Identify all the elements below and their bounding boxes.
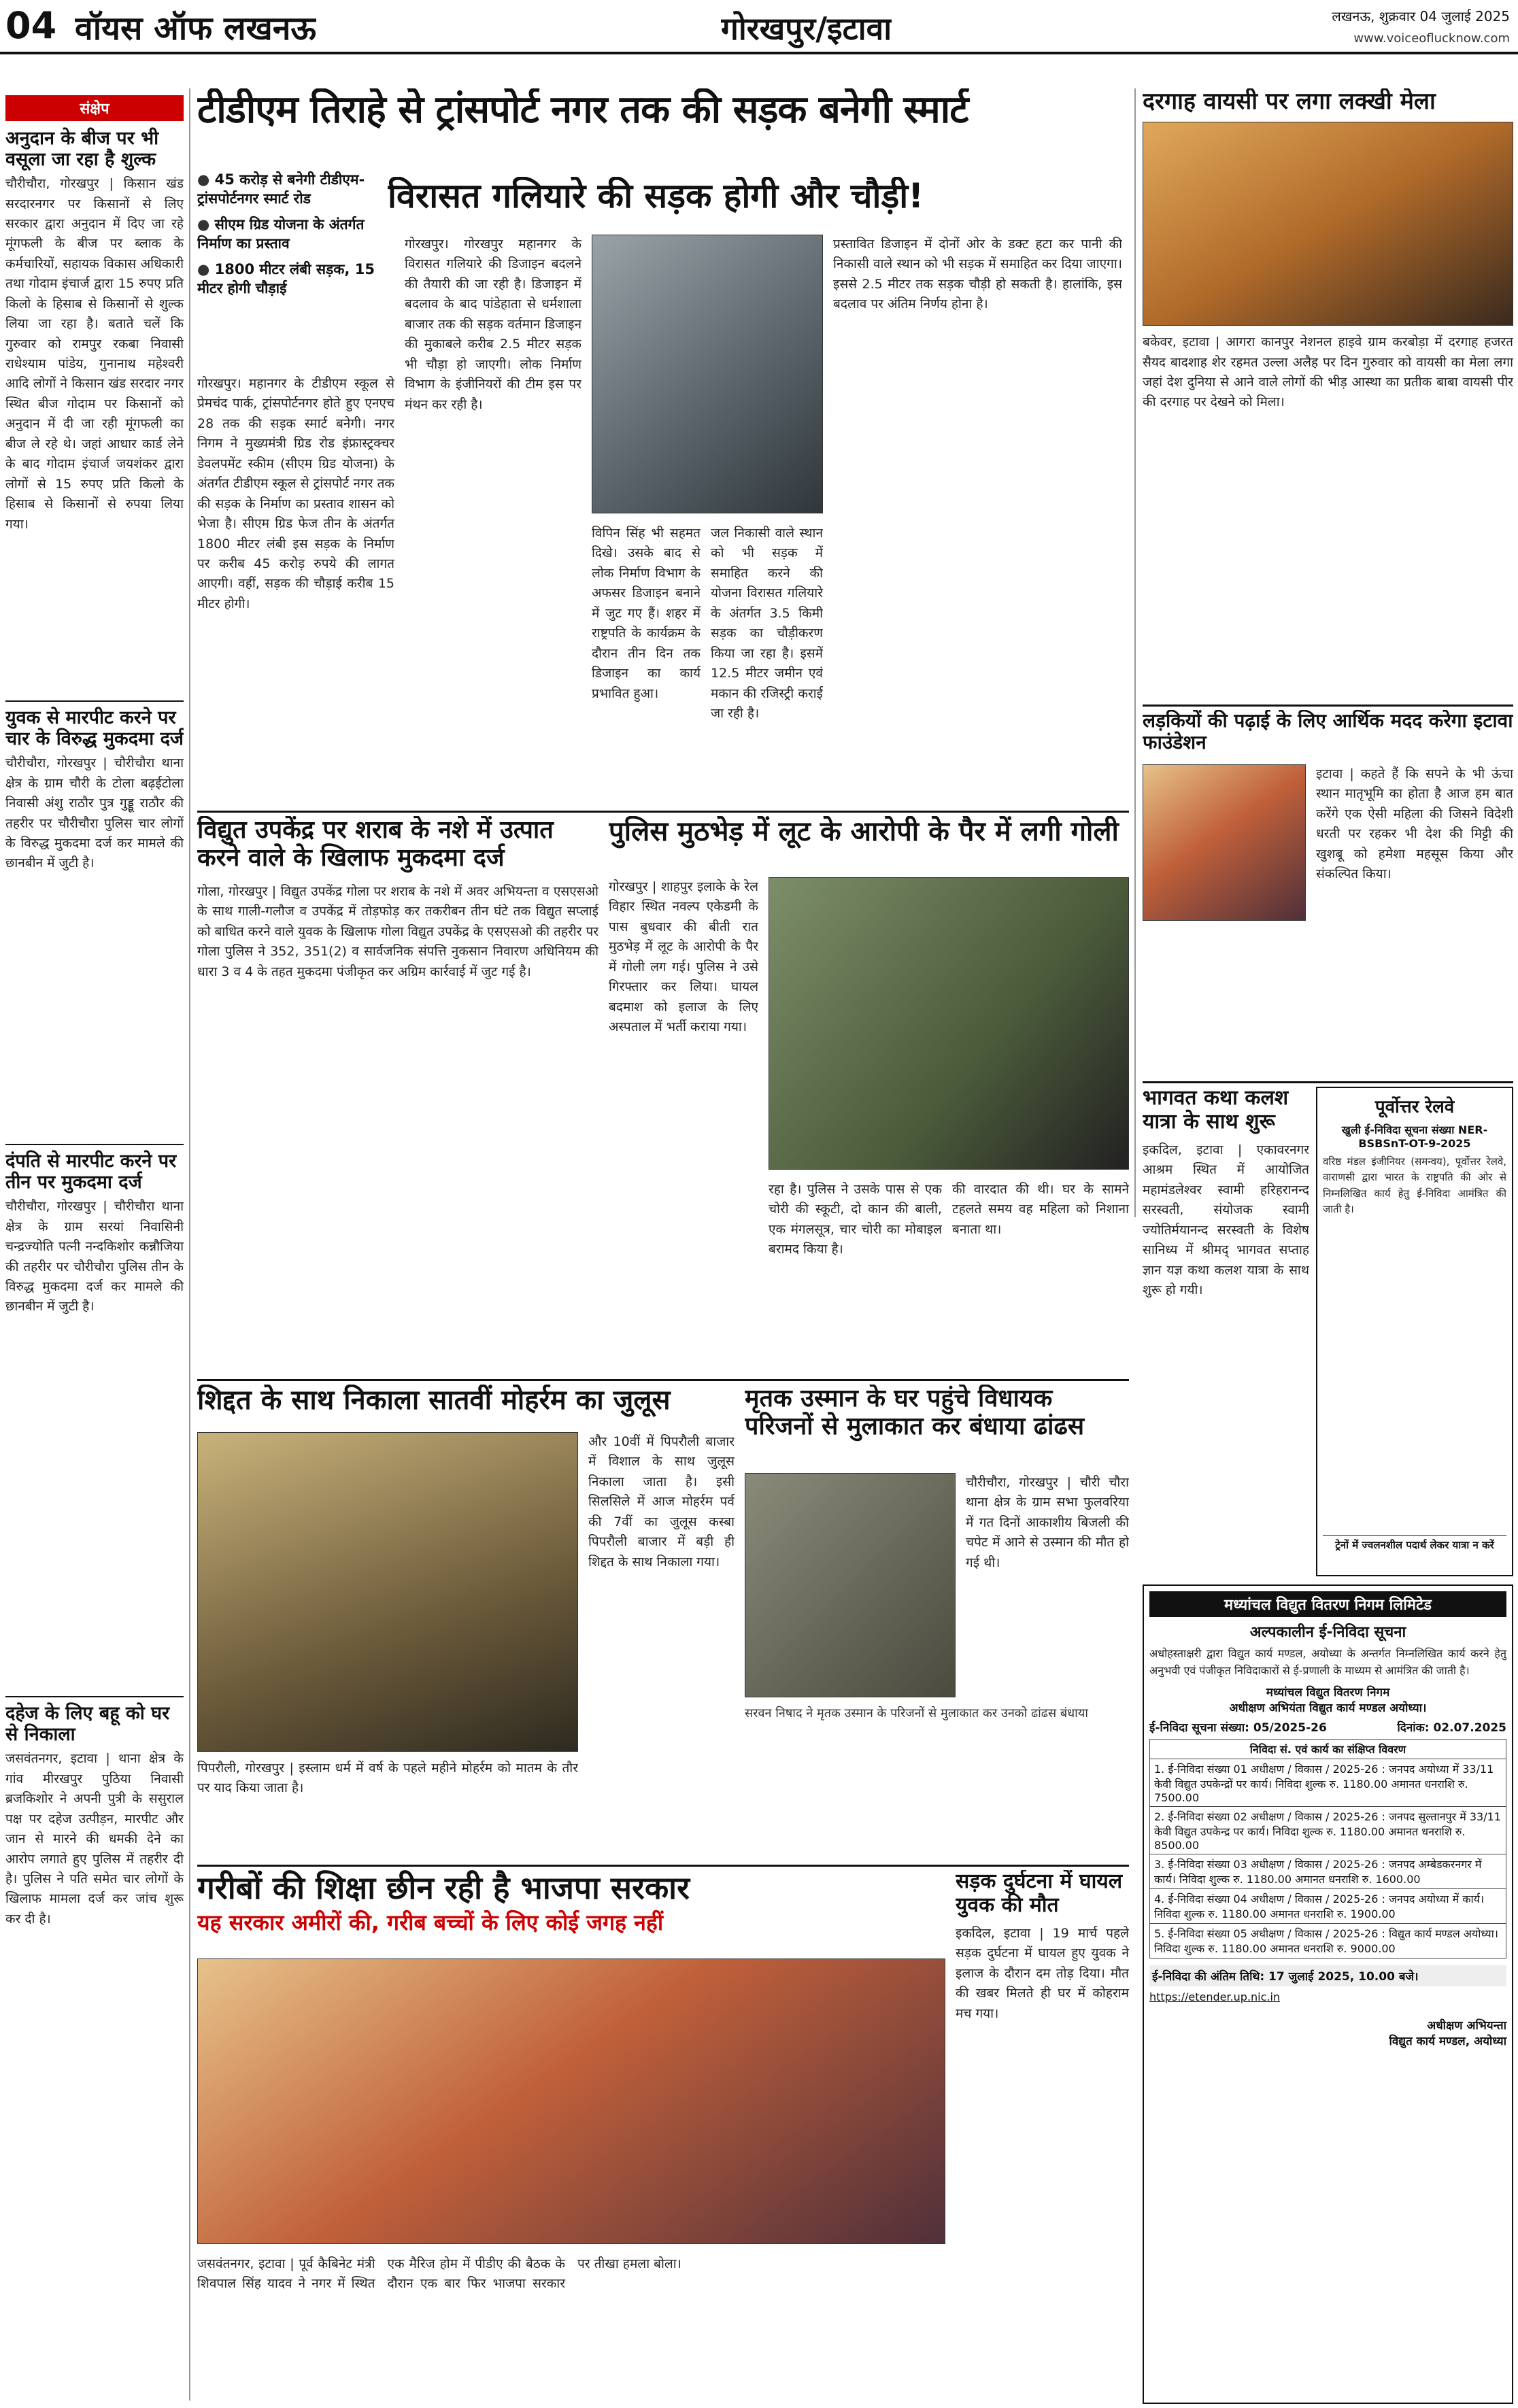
usman-headline: मृतक उस्मान के घर पहुंचे विधायक परिजनों से मुलाकात कर बंधाया ढांढस (745, 1385, 1085, 1441)
tender-office-2: अधीक्षण अभियंता विद्युत कार्य मण्डल अयोध्या। (1229, 1701, 1427, 1715)
moharram-caption: पिपरौली, गोरखपुर | इस्लाम धर्म में वर्ष के पहले महीने मोहर्रम को मातम के तौर पर याद किया जाता है। (197, 1761, 578, 1796)
lead-bullet: ● 45 करोड़ से बनेगी टीडीएम-ट्रांसपोर्टनगर स्मार्ट रोड (197, 170, 401, 208)
issue-date: लखनऊ, शुक्रवार 04 जुलाई 2025 (1332, 8, 1510, 24)
sharab-body: गोला, गोरखपुर | विद्युत उपकेंद्र गोला पर शराब के नशे में अवर अभियन्ता व एसएसओ के साथ गाली-गलौज व उपकेंद्र में तोड़फोड़ कर तकरीबन तीन घंटे तक विद्युत सप्लाई को बाधित करने वाले युवक के खिलाफ गोला विद्युत उपकेंद्र के एसएसओ की तहरीर पर गोला पुलिस ने 352, 351(2) व सार्वजनिक संपत्ति नुकसान निवारण अधिनियम की धारा 3 व 4 के तहत मुकदमा पंजीकृत कर अग्रिम कार्रवाई में जुट गई है। (197, 883, 598, 979)
police-col-3: की वारदात की थी। घर के सामने टहलते समय वह महिला को निशाना बनाता था। (952, 1182, 1129, 1237)
story-police (609, 816, 1129, 1374)
bjp-subheadline: यह सरकार अमीरों की, गरीब बच्चों के लिए कोई जगह नहीं (197, 1909, 664, 1935)
tender-sign-1: अधीक्षण अभियन्ता (1427, 2018, 1506, 2033)
section-title: गोरखपुर/इटावा (721, 10, 892, 47)
railway-title: पूर्वोत्तर रेलवे (1374, 1097, 1455, 1117)
usman-caption: सरवन निषाद ने मृतक उस्मान के परिजनों से मुलाकात कर उनको ढांढस बंधाया (745, 1706, 1088, 1720)
story-usman (745, 1385, 1129, 1861)
accident-body: इकदिल, इटावा | 19 मार्च पहले सड़क दुर्घटना में घायल हुए युवक ने इलाज के दौरान दम तोड़ दिया। मौत की खबर मिलते ही घर में कोहराम मच गया। (956, 1926, 1129, 2021)
ladkiyon-photo (1143, 764, 1306, 921)
lead-story (197, 88, 1129, 809)
sidebar-headline-3: दंपति से मारपीट करने पर तीन पर मुकदमा दर्ज (5, 1144, 184, 1193)
moharram-photo (197, 1432, 578, 1752)
sidebar-headline-4: दहेज के लिए बहू को घर से निकाला (5, 1696, 184, 1745)
sidebar-body-3: चौरीचौरा, गोरखपुर | चौरीचौरा थाना क्षेत्र के ग्राम सरयां निवासिनी चन्द्रज्योति पत्नी नन्दकिशोर कन्नौजिया की तहरीर पर चौरीचौरा पुलिस तीन के विरुद्ध मुकदमा दर्ज कर मामले की छानबीन में जुटी है। (5, 1199, 184, 1315)
sidebar (5, 95, 184, 2404)
street-photo (592, 235, 823, 513)
tender-item: 4. ई-निविदा संख्या 04 अधीक्षण / विकास / 2025-26 : जनपद अयोध्या में कार्य। निविदा शुल्क रु. 1180.00 अमानत धनराशि रु. 1900.00 (1150, 1888, 1506, 1923)
police-photo (769, 877, 1129, 1170)
paper-name: वॉयस ऑफ लखनऊ (75, 10, 317, 48)
divider (1143, 705, 1513, 707)
tender-notice (1143, 1584, 1513, 2404)
bjp-body: जसवंतनगर, इटावा | पूर्व कैबिनेट मंत्री शिवपाल सिंह यादव ने नगर में स्थित एक मैरिज होम में पीडीए की बैठक के दौरान एक बार फिर भाजपा सरकार पर तीखा हमला बोला। (197, 2256, 681, 2292)
story-ladkiyon (1143, 710, 1513, 1077)
column-divider (1134, 88, 1136, 1217)
tender-item: 2. ई-निविदा संख्या 02 अधीक्षण / विकास / 2025-26 : जनपद सुल्तानपुर में 33/11 केवी विद्युत उपकेन्द्र पर कार्य। निविदा शुल्क रु. 1180.00 अमानत धनराशि रु. 8500.00 (1150, 1806, 1506, 1854)
tender-sign-2: विद्युत कार्य मण्डल, अयोध्या (1389, 2034, 1506, 2048)
tender-table (1149, 1739, 1506, 1958)
sidebar-body-4: जसवंतनगर, इटावा | थाना क्षेत्र के गांव मीरखपुर पुठिया निवासी ब्रजकिशोर ने अपनी पुत्री के ससुराल पक्ष पर दहेज उत्पीड़न, मारपीट और जान से मारने की धमकी देने का आरोप लगाते हुए पुलिस में तहरीर दी है। पुलिस ने पति समेत चार लोगों के खिलाफ मामला दर्ज कर जांच शुरू कर दी है। (5, 1751, 184, 1927)
column-divider (189, 88, 190, 2401)
sidebar-tag: संक्षेप (5, 95, 184, 121)
accident-headline: सड़क दुर्घटना में घायल युवक की मौत (956, 1870, 1123, 1917)
lead-headline: टीडीएम तिराहे से ट्रांसपोर्ट नगर तक की सड़क बनेगी स्मार्ट (197, 88, 968, 132)
story-sharab (197, 816, 598, 1374)
lead-subheadline: विरासत गलियारे की सड़क होगी और चौड़ी! (388, 177, 924, 216)
lead-col-2: गोरखपुर। गोरखपुर महानगर के विरासत गलियारे की डिजाइन बदलने की तैयारी की जा रही है। डिजाइन में बदलाव के बाद पांडेहाता से धर्मशाला बाजार तक की सड़क वर्तमान डिजाइन की मुकाबले करीब 2.5 मीटर सड़क भी चौड़ा हो जाएगी। लोक निर्माण विभाग के इंजीनियरों की टीम इस पर मंथन कर रही है। (405, 237, 581, 412)
police-col-2: रहा है। पुलिस ने उसके पास से एक चोरी की स्कूटी, दो कान की बाली, एक मंगलसूत्र, चार चोरी का मोबाइल बरामद किया है। (769, 1182, 942, 1257)
tender-notice-date: दिनांक: 02.07.2025 (1397, 1720, 1506, 1735)
sidebar-body-2: चौरीचौरा, गोरखपुर | चौरीचौरा थाना क्षेत्र के ग्राम चौरी के टोला बढ़ईटोला निवासी अंशु राठौर पुत्र गुड्डू राठौर की तहरीर पर चौरीचौरा पुलिस चार लोगों के विरुद्ध मुकदमा दर्ज कर मामले की छानबीन में जुटी है। (5, 756, 184, 871)
tender-intro: अधोहस्ताक्षरी द्वारा विद्युत कार्य मण्डल, अयोध्या के अन्तर्गत निम्नलिखित कार्य करने हेतु अनुभवी एवं पंजीकृत निविदाकारों से ई-प्रणाली के माध्यम से आमंत्रित की जाती है। (1149, 1647, 1506, 1677)
tender-title: मध्यांचल विद्युत वितरण निगम लिमिटेड (1149, 1591, 1506, 1617)
lead-col-3: प्रस्तावित डिजाइन में दोनों ओर के डक्ट हटा कर पानी की निकासी वाले स्थान को भी सड़क में समाहित कर दिया जाएगा। इससे 2.5 मीटर तक सड़क चौड़ी हो सकती है। हालांकि, इस बदलाव पर अंतिम निर्णय होना है। (833, 237, 1122, 312)
story-bhagwat (1143, 1087, 1309, 1576)
police-col-1: गोरखपुर | शाहपुर इलाके के रेल विहार स्थित नवल्प एकेडमी के पास बुधवार की बीती रात मुठभेड़ में लूट के आरोपी के पैर में गोली लग गई। पुलिस ने उसे गिरफ्तार कर लिया। घायल बदमाश को इलाज के लिए अस्पताल में भर्ती कराया गया। (609, 879, 758, 1035)
story-accident (956, 1870, 1129, 2404)
page-number: 04 (5, 4, 57, 47)
bhagwat-headline: भागवत कथा कलश यात्रा के साथ शुरू (1143, 1087, 1289, 1134)
tender-item: 3. ई-निविदा संख्या 03 अधीक्षण / विकास / 2025-26 : जनपद अम्बेडकरनगर में कार्य। निविदा शुल्क रु. 1180.00 अमानत धनराशि रु. 1600.00 (1150, 1854, 1506, 1888)
tender-table-header: निविदा सं. एवं कार्य का संक्षिप्त विवरण (1150, 1739, 1506, 1759)
divider (197, 1379, 1129, 1381)
story-moharram (197, 1385, 735, 1861)
moharram-headline: शिद्दत के साथ निकाला सातवीं मोहर्रम का जुलूस (197, 1385, 671, 1416)
story-mela (1143, 88, 1513, 700)
lead-col-4: विपिन सिंह भी सहमत दिखे। उसके बाद से लोक निर्माण विभाग के अफसर डिजाइन बनाने में जुट गए हैं। शहर में राष्ट्रपति के कार्यक्रम के दौरान तीन दिन तक डिजाइन का कार्य प्रभावित हुआ। (592, 526, 701, 701)
lead-bullets (197, 170, 401, 305)
mela-photo (1143, 122, 1513, 326)
masthead (0, 0, 1518, 54)
sidebar-headline-2: युवक से मारपीट करने पर चार के विरुद्ध मुकदमा दर्ज (5, 700, 184, 749)
mela-headline: दरगाह वायसी पर लगा लक्खी मेला (1143, 88, 1436, 115)
tender-office: मध्यांचल विद्युत वितरण निगम (1266, 1685, 1390, 1699)
story-bjp (197, 1870, 945, 2404)
railway-body: वरिष्ठ मंडल इंजीनियर (समन्वय), पूर्वोत्तर रेलवे, वाराणसी द्वारा भारत के राष्ट्रपति की ओर से निम्नलिखित कार्य हेतु ई-निविदा आमंत्रित की जाती है। (1323, 1155, 1506, 1215)
tender-website[interactable]: https://etender.up.nic.in (1149, 1990, 1281, 2003)
lead-col-1: गोरखपुर। महानगर के टीडीएम स्कूल से प्रेमचंद पार्क, ट्रांसपोर्टनगर होते हुए एनएच 28 तक की सड़क स्मार्ट बनेगी। नगर निगम ने मुख्यमंत्री ग्रिड रोड इंफ्रास्ट्रक्चर डेवलपमेंट स्कीम (सीएम ग्रिड योजना) के अंतर्गत टीडीएम स्कूल से ट्रांसपोर्ट नगर तक की सड़क के निर्माण का प्रस्ताव शासन को भेजा है। सीएम ग्रिड फेज तीन के अंतर्गत 1800 मीटर लंबी इस सड़क के निर्माण पर करीब 45 करोड़ रुपये की लागत आएगी। वहीं, सड़क की चौड़ाई करीब 15 मीटर होगी। (197, 376, 394, 611)
usman-photo (745, 1473, 956, 1697)
ladkiyon-body: इटावा | कहते हैं कि सपने के भी ऊंचा स्थान मातृभूमि का होता है आज हम बात करेंगे एक ऐसी महिला की जिसने विदेशी धरती पर रहकर भी देश की मिट्टी की खुशबू को हमेशा महसूस किया और संकल्पित किया। (1316, 766, 1513, 882)
tender-item: 5. ई-निविदा संख्या 05 अधीक्षण / विकास / 2025-26 : विद्युत कार्य मण्डल अयोध्या। निविदा शुल्क रु. 1180.00 अमानत धनराशि रु. 9000.00 (1150, 1923, 1506, 1958)
sidebar-body-1: चौरीचौरा, गोरखपुर | किसान खंड सरदारनगर पर किसानों से लिए सरकार द्वारा अनुदान में दिए जा रहे मूंगफली के बीज पर ब्लाक के कर्मचारियों, सहायक विकास अधिकारी तथा गोदाम इंचार्ज द्वारा 15 रुपए प्रति किलो के हिसाब से किसानों से शुल्क लिया जा रहा है। बताते चलें कि गुरुवार को रामपुर रकबा निवासी राधेश्याम पांडेय, गुनानाथ महेश्वरी आदि लोगों ने किसान खंड सरदार नगर स्थित बीज गोदाम पर किसानों को अनुदान में दी जा रही मूंगफली का बीज ले रहे थे। जहां आधार कार्ड लेने के बाद गोदाम इंचार्ज जयशंकर द्वारा लोगों से 15 रुपए प्रति किलो के हिसाब से किसानों से रुपया लिया गया। (5, 176, 184, 532)
tender-last-date: ई-निविदा की अंतिम तिथि: 17 जुलाई 2025, 10.00 बजे। (1149, 1965, 1506, 1986)
lead-col-5: जल निकासी वाले स्थान को भी सड़क में समाहित करने की योजना विरासत गलियारे के अंतर्गत 3.5 किमी सड़क का चौड़ीकरण किया जा रहा है। इसमें 12.5 मीटर जमीन एवं मकान की रजिस्ट्री कराई जा रही है। (711, 526, 823, 721)
lead-bullet: ● सीएम ग्रिड योजना के अंतर्गत निर्माण का प्रस्ताव (197, 215, 401, 253)
divider (1143, 1081, 1513, 1083)
railway-subtitle: खुली ई-निविदा सूचना संख्या NER-BSBSnT-OT-9-2025 (1341, 1123, 1488, 1150)
divider (197, 1865, 1129, 1867)
website-link[interactable]: www.voiceoflucknow.com (1353, 31, 1510, 46)
divider (197, 811, 1129, 813)
tender-notice-no: ई-निविदा सूचना संख्या: 05/2025-26 (1149, 1720, 1327, 1735)
tender-item: 1. ई-निविदा संख्या 01 अधीक्षण / विकास / 2025-26 : जनपद अयोध्या में 33/11 केवी विद्युत उपकेन्द्रों पर कार्य। निविदा शुल्क रु. 1180.00 अमानत धनराशि रु. 7500.00 (1150, 1759, 1506, 1806)
bjp-photo (197, 1958, 945, 2244)
sidebar-headline-1: अनुदान के बीज पर भी वसूला जा रहा है शुल्क (5, 128, 159, 171)
lead-bullet: ● 1800 मीटर लंबी सड़क, 15 मीटर होगी चौड़ाई (197, 260, 401, 298)
railway-ad (1316, 1087, 1513, 1576)
moharram-body: और 10वीं में पिपरौली बाजार में विशाल के साथ जुलूस निकाला जाता है। इसी सिलसिले में आज मोहर्रम पर्व की 7वीं का जुलूस कस्बा पिपरौली बाजार में बड़ी ही शिद्दत के साथ निकाला गया। (588, 1434, 735, 1570)
bhagwat-body: इकदिल, इटावा | एकावरनगर आश्रम स्थित में आयोजित महामंडलेश्वर स्वामी हरिहरानन्द सरस्वती, संयोजक स्वामी ज्योतिर्मयानन्द सरस्वती के विशेष सानिध्य में श्रीमद् भागवत सप्ताह ज्ञान यज्ञ कथा कलश यात्रा के साथ शुरू हो गयी। (1143, 1142, 1309, 1298)
railway-footer: ट्रेनों में ज्वलनशील पदार्थ लेकर यात्रा न करें (1323, 1535, 1506, 1552)
police-headline: पुलिस मुठभेड़ में लूट के आरोपी के पैर में लगी गोली (609, 816, 1119, 847)
bjp-headline: गरीबों की शिक्षा छीन रही है भाजपा सरकार (197, 1870, 690, 1906)
tender-subtitle: अल्पकालीन ई-निविदा सूचना (1249, 1624, 1406, 1641)
mela-body: बकेवर, इटावा | आगरा कानपुर नेशनल हाइवे ग्राम करबोड़ा में दरगाह हजरत सैयद बादशाह शेर रहमत उल्ला अलैह पर दिन गुरुवार को वायसी का मेला लगा जहां देश दुनिया से आने वाले लोगों की भीड़ आस्था का प्रतीक बाबा वायसी पीर की दरगाह पर देखने को मिला। (1143, 335, 1513, 410)
usman-body: चौरीचौरा, गोरखपुर | चौरी चौरा थाना क्षेत्र के ग्राम सभा फुलवरिया में गत दिनों आकाशीय बिजली की चपेट में आने से उस्मान की मौत हो गई थी। (966, 1475, 1129, 1570)
sharab-headline: विद्युत उपकेंद्र पर शराब के नशे में उत्पात करने वाले के खिलाफ मुकदमा दर्ज (197, 816, 554, 872)
ladkiyon-headline: लड़कियों की पढ़ाई के लिए आर्थिक मदद करेगा इटावा फाउंडेशन (1143, 710, 1513, 754)
